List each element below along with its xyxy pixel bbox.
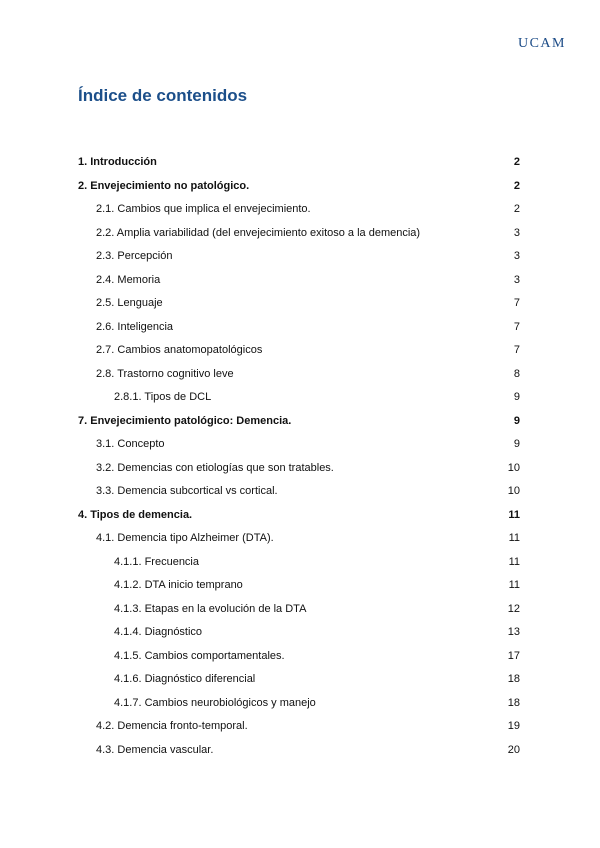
toc-entry-page-number: 3 <box>513 250 520 262</box>
toc-entry-page-number: 11 <box>508 555 520 568</box>
toc-entry-label: 2.2. Amplia variabilidad (del envejecimiento exitoso a la demencia) <box>96 226 421 239</box>
toc-entry-page-number: 11 <box>508 532 520 544</box>
toc-entry-page-number: 7 <box>513 344 520 356</box>
toc-entry[interactable] <box>78 504 520 528</box>
toc-entry-label: 4.1.4. Diagnóstico <box>114 626 203 638</box>
toc-entry-label: 2.8.1. Tipos de DCL <box>114 391 212 403</box>
toc-entry-page-number: 13 <box>507 626 520 638</box>
toc-entry-label: 3.1. Concepto <box>96 438 165 450</box>
toc-entry[interactable] <box>78 551 520 575</box>
toc-entry-page-number: 2 <box>513 179 520 192</box>
toc-entry[interactable] <box>78 715 520 739</box>
toc-entry[interactable] <box>78 386 520 410</box>
toc-entry[interactable] <box>78 222 520 246</box>
toc-entry-page-number: 18 <box>507 696 520 709</box>
toc-entry-page-number: 11 <box>508 579 520 591</box>
toc-entry-label: 4.1.6. Diagnóstico diferencial <box>114 673 256 685</box>
toc-entry-label: 7. Envejecimiento patológico: Demencia. <box>78 414 292 427</box>
toc-entry-page-number: 2 <box>513 156 520 168</box>
toc-entry-label: 2.5. Lenguaje <box>96 297 163 309</box>
toc-entry-page-number: 20 <box>507 743 520 756</box>
toc-entry-label: 4.1.2. DTA inicio temprano <box>114 579 243 591</box>
toc-entry-page-number: 12 <box>507 602 520 615</box>
toc-entry-label: 3.3. Demencia subcortical vs cortical. <box>96 485 278 497</box>
toc-entry-page-number: 3 <box>513 273 520 286</box>
toc-entry-label: 4.1.1. Frecuencia <box>114 555 199 568</box>
toc-entry-page-number: 3 <box>513 226 520 239</box>
toc-entry[interactable] <box>78 457 520 481</box>
toc-entry-page-number: 8 <box>513 367 520 380</box>
toc-entry-page-number: 10 <box>507 485 520 497</box>
toc-entry[interactable] <box>78 245 520 269</box>
toc-entry-page-number: 7 <box>513 297 520 309</box>
toc-entry-page-number: 18 <box>507 673 520 685</box>
toc-entry[interactable] <box>78 668 520 692</box>
toc-entry-label: 2.6. Inteligencia <box>96 320 174 333</box>
toc-entry[interactable] <box>78 480 520 504</box>
toc-entry-label: 2.4. Memoria <box>96 273 161 286</box>
toc-entry-page-number: 9 <box>513 414 520 427</box>
ucam-logo: UCAM <box>517 36 566 51</box>
toc-entry[interactable] <box>78 645 520 669</box>
toc-entry-page-number: 7 <box>513 320 520 333</box>
toc-entry-label: 4.1.3. Etapas en la evolución de la DTA <box>114 602 307 615</box>
toc-entry-label: 2.1. Cambios que implica el envejecimiento. <box>96 203 311 215</box>
toc-entry-label: 4.1.5. Cambios comportamentales. <box>114 649 285 662</box>
toc-entry-label: 1. Introducción <box>78 156 157 168</box>
toc-entry-page-number: 9 <box>513 391 520 403</box>
toc-entry-page-number: 10 <box>507 461 520 474</box>
toc-entry-page-number: 17 <box>507 649 520 662</box>
toc-entry[interactable] <box>78 574 520 598</box>
toc-entry-label: 2. Envejecimiento no patológico. <box>78 179 250 192</box>
toc-entry-page-number: 2 <box>513 203 520 215</box>
toc-entry[interactable] <box>78 151 520 175</box>
toc-entry[interactable] <box>78 339 520 363</box>
toc-entry[interactable] <box>78 527 520 551</box>
toc-entry-label: 2.7. Cambios anatomopatológicos <box>96 344 263 356</box>
toc-entry-label: 4. Tipos de demencia. <box>78 508 193 521</box>
toc-entry-label: 4.1. Demencia tipo Alzheimer (DTA). <box>96 532 274 544</box>
toc-entry[interactable] <box>78 692 520 716</box>
toc-entry[interactable] <box>78 433 520 457</box>
toc-entry-label: 4.3. Demencia vascular. <box>96 743 214 756</box>
toc-entry[interactable] <box>78 198 520 222</box>
toc-entry[interactable] <box>78 598 520 622</box>
toc-entry[interactable] <box>78 316 520 340</box>
toc-entry[interactable] <box>78 269 520 293</box>
toc-entry[interactable] <box>78 739 520 763</box>
toc-entry[interactable] <box>78 363 520 387</box>
toc-entry[interactable] <box>78 175 520 199</box>
toc-entry-page-number: 9 <box>513 438 520 450</box>
toc-entry-page-number: 11 <box>508 508 520 521</box>
toc-entry-page-number: 19 <box>507 720 520 732</box>
toc-entry-label: 4.2. Demencia fronto-temporal. <box>96 720 248 732</box>
toc-entry[interactable] <box>78 292 520 316</box>
toc-entry-label: 2.3. Percepción <box>96 250 173 262</box>
page-title: Índice de contenidos <box>78 86 248 105</box>
toc-entry[interactable] <box>78 621 520 645</box>
toc-entry[interactable] <box>78 410 520 434</box>
toc-entry-label: 2.8. Trastorno cognitivo leve <box>96 367 234 380</box>
table-of-contents <box>78 151 520 762</box>
toc-entry-label: 3.2. Demencias con etiologías que son tratables. <box>96 461 334 474</box>
toc-entry-label: 4.1.7. Cambios neurobiológicos y manejo <box>114 696 316 709</box>
